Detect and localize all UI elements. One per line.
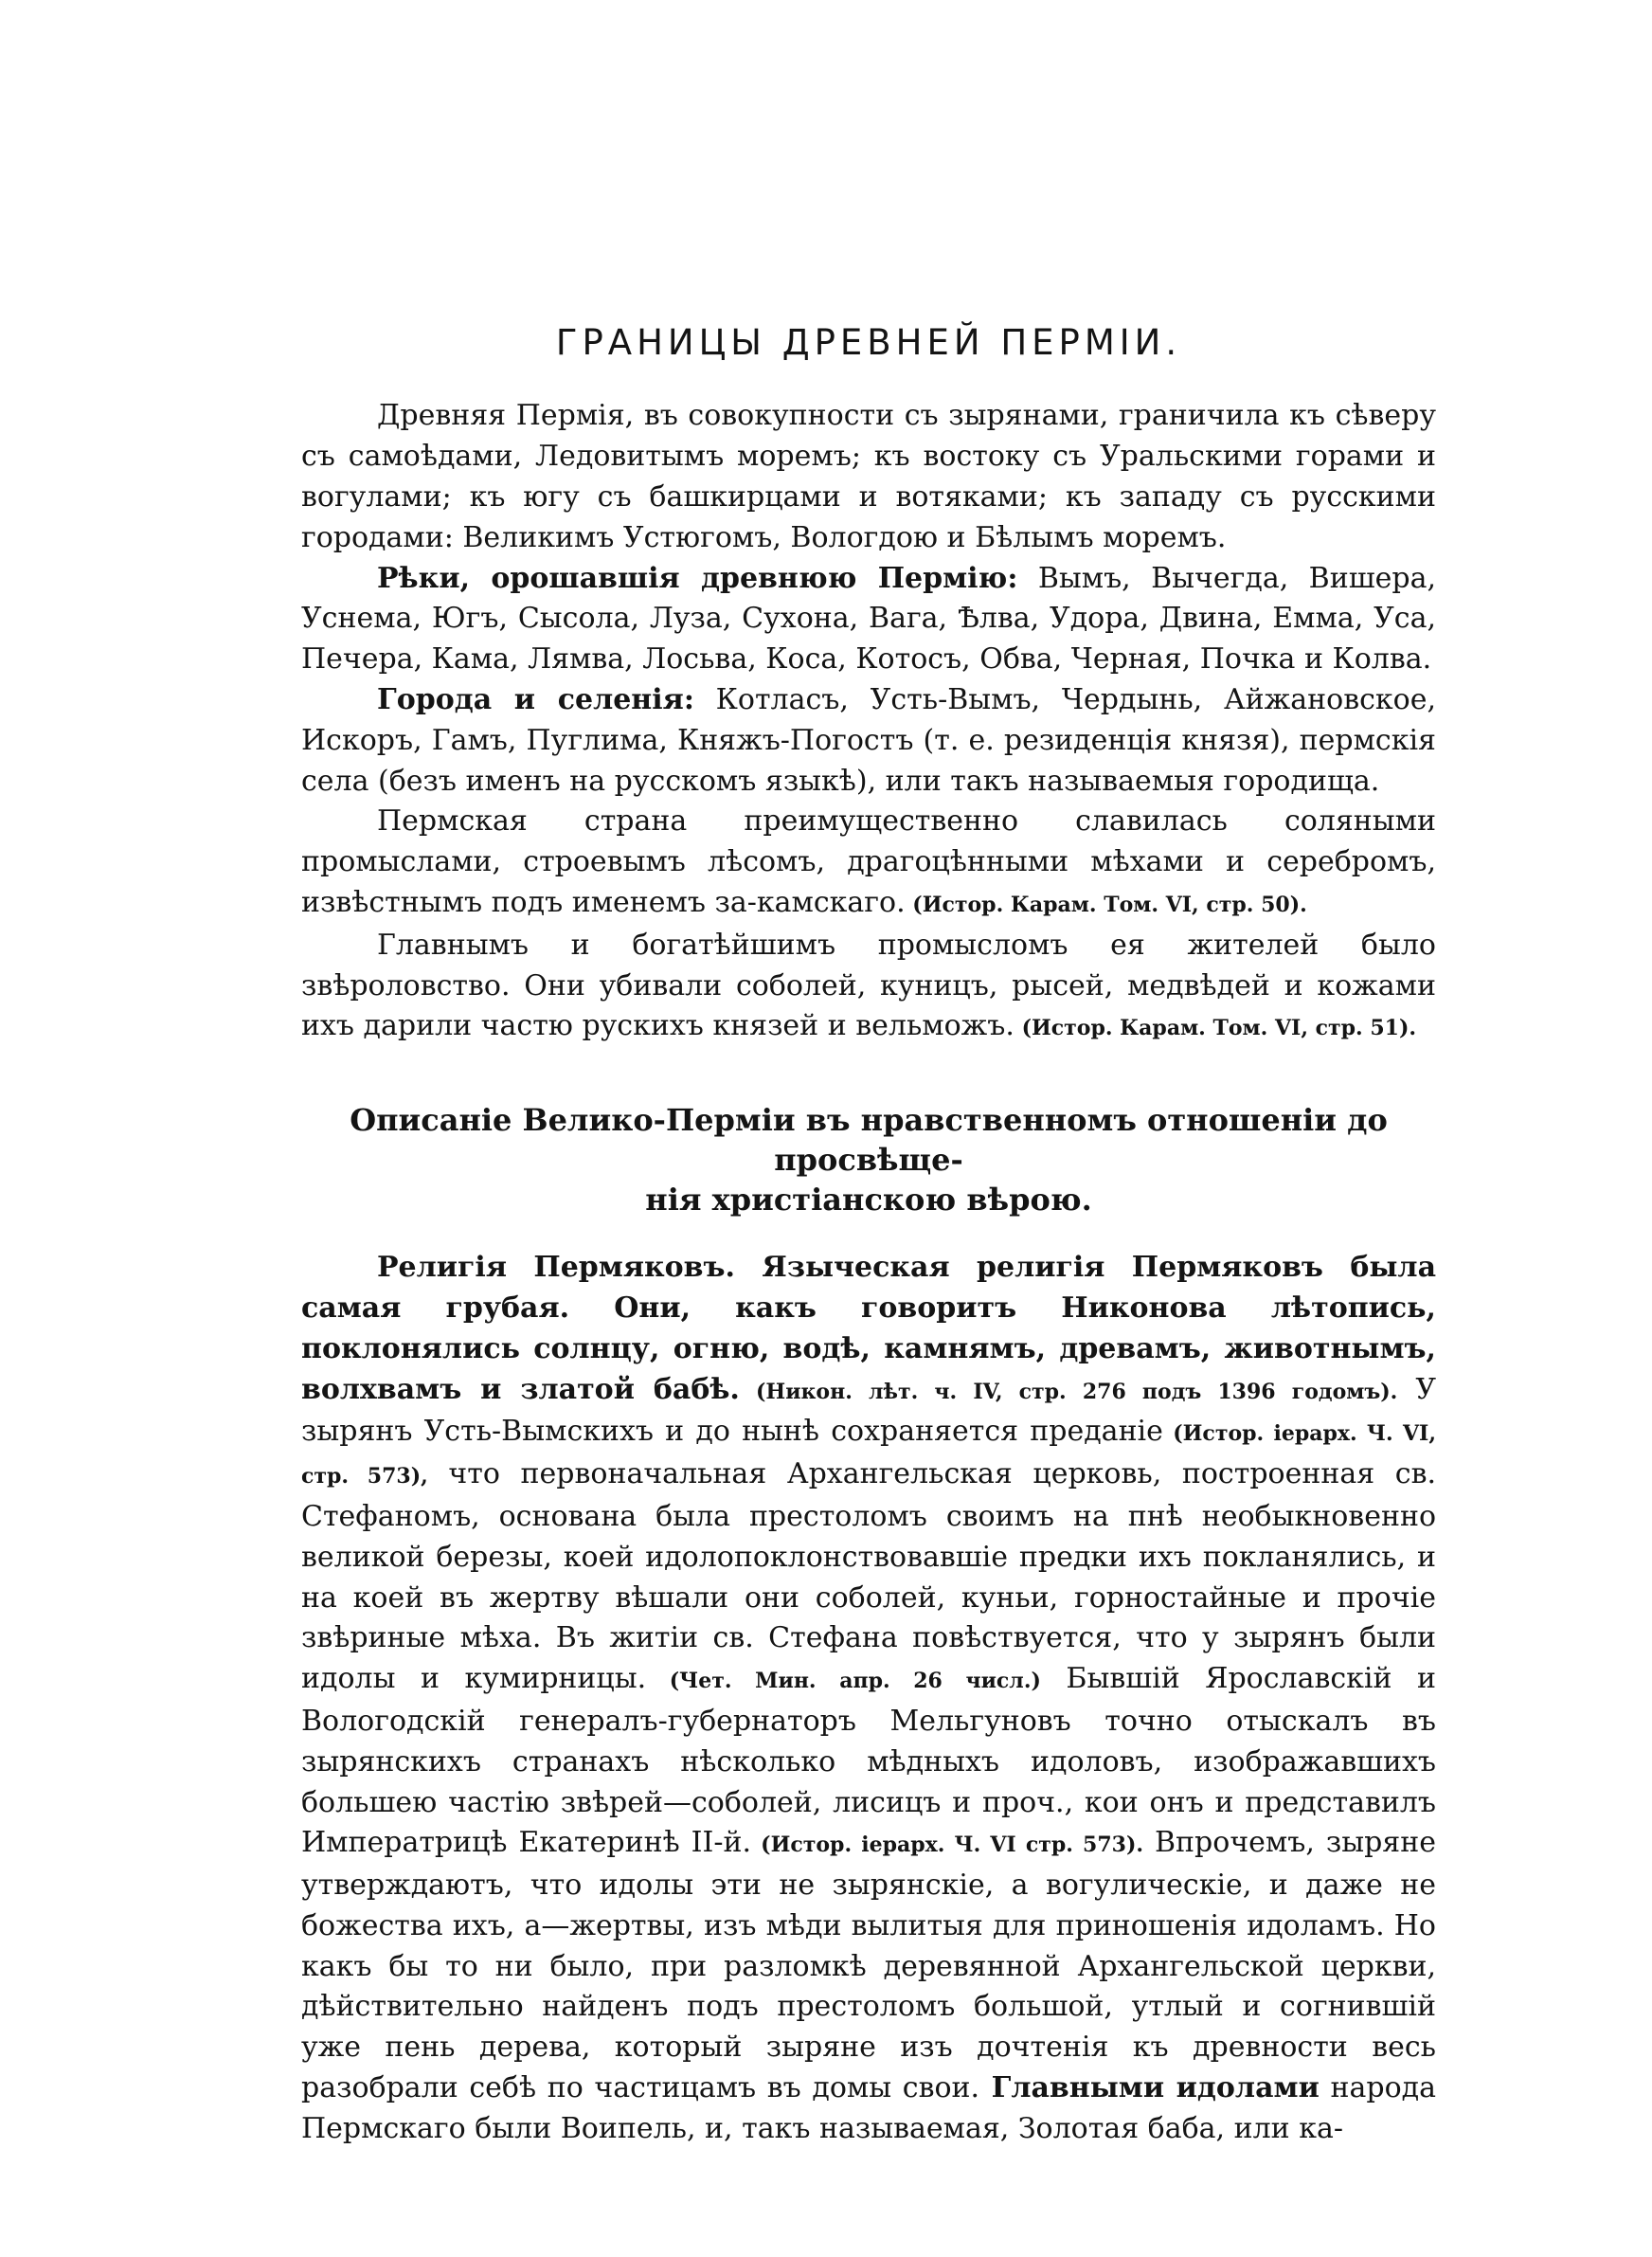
towns-text: Котласъ, Усть-Вымъ, Чердынь, Айжановское, Искоръ, Гамъ, Пуглима, Княжъ-Погостъ (т. е. резиденція князя), пермскія села (безъ именъ на русскомъ языкѣ), или такъ называемыя городища.: [301, 682, 1436, 798]
religion-text-5: Впрочемъ, зыряне утверждаютъ, что идолы эти не зырянскіе, а вогулическіе, и даже не божества ихъ, а—жертвы, изъ мѣди вылитыя для приношенія идоламъ. Но какъ бы то ни было, при разломкѣ деревянной Архангельской церкви, дѣйствительно найденъ подъ престоломъ большой, утлый и согнившій уже пень дерева, который зыряне изъ дочтенія къ древности весь разобрали себѣ по частицамъ въ домы свои.: [301, 1826, 1436, 2105]
religion-citation-2: (Истор. іерарх. Ч. VI, стр. 573),: [301, 1421, 1436, 1490]
section-heading-line-2: нія христіанскою вѣрою.: [645, 1182, 1092, 1219]
religion-bold-5: Главными идолами: [979, 2071, 1320, 2105]
religion-text-2: У зырянъ Усть-Вымскихъ и до нынѣ сохраняется преданіе: [301, 1372, 1436, 1449]
religion-citation-4: (Истор. іерарх. Ч. VI стр. 573).: [751, 1833, 1144, 1858]
paragraph-religion: [301, 1248, 1436, 2150]
paragraph-towns: [301, 680, 1436, 802]
page-title: ГРАНИЦЫ ДРЕВНЕЙ ПЕРМІИ.: [555, 322, 1182, 363]
document-page: [301, 322, 1436, 2150]
religion-text-4: Бывшій Ярославскій и Вологодскій генералъ-губернаторъ Мельгуновъ точно отыскалъ въ зырянскихъ странахъ нѣсколько мѣдныхъ идоловъ, изображавшихъ большею частію звѣрей—соболей, лисицъ и проч., кои онъ и представилъ Императрицѣ Екатеринѣ II-й.: [301, 1662, 1436, 1860]
rivers-heading: Рѣки, орошавшія древнюю Пермію:: [377, 561, 1018, 595]
religion-citation-1: (Никон. лѣт. ч. IV, стр. 276 подъ 1396 годомъ).: [739, 1379, 1398, 1404]
religion-heading: Религія Пермяковъ.: [377, 1251, 735, 1285]
religion-text-3: что первоначальная Архангельская церковь, построенная св. Стефаномъ, основана была престоломъ своимъ на пнѣ необыкновенно великой березы, коей идолопоклонствовавшіе предки ихъ покланялись, и на коей въ жертву вѣшали они соболей, куньи, горностайные и прочіе звѣриные мѣха. Въ житіи св. Стефана повѣствуется, что у зырянъ были идолы и кумирницы.: [301, 1457, 1436, 1696]
hunting-citation: (Истор. Карам. Том. VI, стр. 51).: [1014, 1016, 1417, 1041]
hunting-text: Главнымъ и богатѣйшимъ промысломъ ея жителей было звѣроловство. Они убивали соболей, куницъ, рысей, медвѣдей и кожами ихъ дарили частю рускихъ князей и вельможъ.: [301, 928, 1436, 1043]
religion-citation-3: (Чет. Мин. апр. 26 числ.): [646, 1669, 1041, 1694]
towns-heading: Города и селенія:: [377, 682, 694, 716]
paragraph-hunting: [301, 926, 1436, 1049]
trade-text: Пермская страна преимущественно славилась соляными промыслами, строевымъ лѣсомъ, драгоцѣнными мѣхами и серебромъ, извѣстнымъ подъ именемъ за-камскаго.: [301, 804, 1436, 919]
paragraph-trade: [301, 802, 1436, 925]
section-heading: [301, 1100, 1436, 1219]
trade-citation: (Истор. Карам. Том. VI, стр. 50).: [905, 892, 1307, 917]
religion-text-1: Языческая религія Пермяковъ была самая грубая. Они, какъ говоритъ Никонова лѣтопись, поклонялись солнцу, огню, водѣ, камнямъ, древамъ, животнымъ, волхвамъ и златой бабѣ.: [301, 1251, 1437, 1406]
rivers-text: Вымъ, Вычегда, Вишера, Уснема, Югъ, Сысола, Луза, Сухона, Вага, Ѣлва, Удора, Двина, Емма, Уса, Печера, Кама, Лямва, Лосьва, Коса, Котосъ, Обва, Черная, Почка и Колва.: [301, 561, 1436, 677]
paragraph-borders-text: Древняя Пермія, въ совокупности съ зырянами, граничила къ сѣверу съ самоѣдами, Ледовитымъ моремъ; къ востоку съ Уральскими горами и вогулами; къ югу съ башкирцами и вотяками; къ западу съ русскими городами: Великимъ Устюгомъ, Вологдою и Бѣлымъ моремъ.: [301, 399, 1436, 554]
paragraph-borders: [301, 396, 1436, 558]
paragraph-rivers: [301, 559, 1436, 680]
section-heading-line-1: Описаніе Велико-Перміи въ нравственномъ отношеніи до просвѣще-: [350, 1102, 1388, 1179]
religion-text-6: народа Пермскаго были Воипель, и, такъ называемая, Золотая баба, или ка-: [301, 2071, 1436, 2145]
